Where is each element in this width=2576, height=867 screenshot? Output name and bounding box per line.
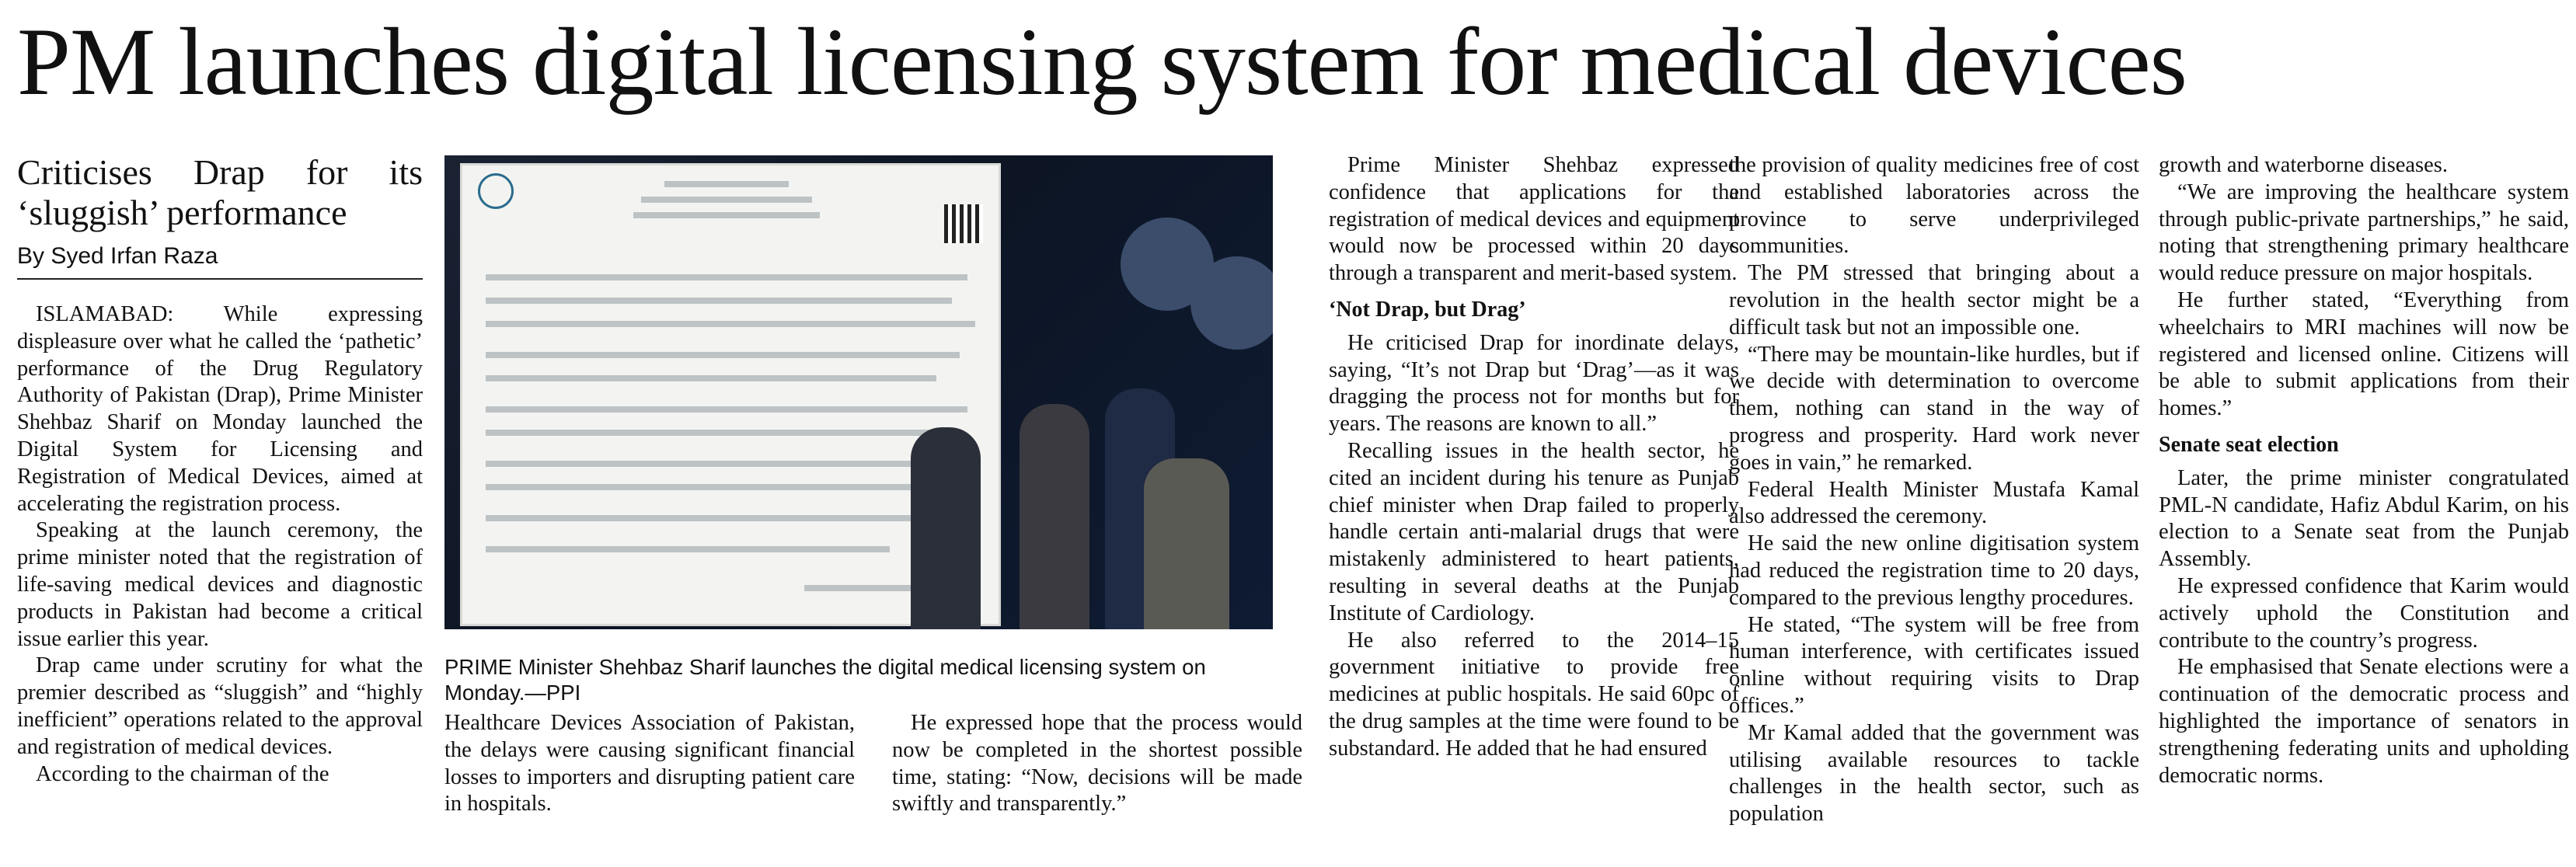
emblem-icon: [478, 173, 514, 209]
paragraph: Healthcare Devices Association of Pakistan, the delays were causing significant financial losses to importers and disrupting patient care in hospitals.: [444, 711, 855, 817]
paragraph: Recalling issues in the health sector, he cited an incident during his tenure as Punjab chief minister when Drap failed to properly handle certain anti-malarial drugs that were mistakenly administered to heart patients, resulting in several deaths at the Punjab Institute of Cardiology.: [1329, 438, 1739, 625]
column-2-right: [892, 710, 1302, 818]
column-4: [1729, 152, 2139, 828]
paragraph: He expressed hope that the process would now be completed in the shortest possible time, stating: “Now, decisions will be made swiftly and transparently.”: [892, 711, 1302, 817]
subheadline: Criticises Drap for its ‘sluggish’ performance: [17, 152, 423, 232]
person-figure: [1020, 404, 1089, 629]
qr-code-icon: [944, 204, 983, 243]
paragraph: Mr Kamal added that the government was utilising available resources to tackle challenges in the health sector, such as population: [1729, 720, 2139, 827]
person-figure: [911, 427, 981, 629]
paragraph: Drap came under scrutiny for what the premier described as “sluggish” and “highly inefficient” operations related to the approval and registration of medical devices.: [17, 653, 423, 759]
section-heading: ‘Not Drap, but Drag’: [1329, 297, 1526, 322]
column-2-left: [444, 710, 855, 818]
column-3: [1329, 152, 1739, 763]
column-5: [2159, 152, 2569, 789]
section-heading: Senate seat election: [2159, 432, 2339, 457]
paragraph: He said the new online digitisation system had reduced the registration time to 20 days, compared to the previous lengthy procedures.: [1729, 531, 2139, 610]
paragraph: Federal Health Minister Mustafa Kamal also addressed the ceremony.: [1729, 477, 2139, 529]
paragraph: Speaking at the launch ceremony, the prime minister noted that the registration of life-saving medical devices and diagnostic products in Pakistan had become a critical issue earlier this year.: [17, 518, 423, 651]
paragraph: He stated, “The system will be free from human interference, with certificates issued online without requiring visits to Drap offices.”: [1729, 612, 2139, 718]
paragraph: growth and waterborne diseases.: [2159, 153, 2448, 177]
paragraph: He further stated, “Everything from wheelchairs to MRI machines will now be registered and licensed online. Citizens will be able to submit applications from their homes.”: [2159, 287, 2569, 421]
paragraph: He emphasised that Senate elections were a continuation of the democratic process and highlighted the importance of senators in strengthening federating units and upholding democratic norms.: [2159, 655, 2569, 788]
news-photo: [444, 155, 1273, 629]
headline: PM launches digital licensing system for medical devices: [17, 9, 2187, 115]
paragraph: According to the chairman of the: [36, 761, 329, 786]
portrait-panel: [1190, 256, 1273, 350]
column-1: [17, 152, 423, 788]
paragraph: ISLAMABAD: While expressing displeasure over what he called the ‘pathetic’ performance of the Drug Regulatory Authority of Pakistan (Drap), Prime Minister Shehbaz Sharif on Monday launched the Digital System for Licensing and Registration of Medical Devices, aimed at accelerating the registration process.: [17, 302, 423, 516]
byline: By Syed Irfan Raza: [17, 242, 423, 280]
paragraph: the provision of quality medicines free of cost and established laboratories across the province to serve underprivileged communities.: [1729, 153, 2139, 259]
paragraph: He expressed confidence that Karim would actively uphold the Constitution and contribute to the country’s progress.: [2159, 573, 2569, 653]
paragraph: The PM stressed that bringing about a revolution in the health sector might be a difficult task but not an impossible one.: [1729, 261, 2139, 339]
photo-caption: PRIME Minister Shehbaz Sharif launches the digital medical licensing system on Monday.—PPI: [444, 655, 1206, 705]
paragraph: He also referred to the 2014–15 government initiative to provide free medicines at public hospitals. He said 60pc of the drug samples at the time were found to be substandard. He added that he had ensured: [1329, 628, 1739, 761]
paragraph: Prime Minister Shehbaz expressed confidence that applications for the registration of medical devices and equipment would now be processed within 20 days through a transparent and merit-based system.: [1329, 153, 1739, 286]
paragraph: Later, the prime minister congratulated PML-N candidate, Hafiz Abdul Karim, on his election to a Senate seat from the Punjab Assembly.: [2159, 465, 2569, 572]
paragraph: “There may be mountain-like hurdles, but if we decide with determination to overcome them, nothing can stand in the way of progress and prosperity. Hard work never goes in vain,” he remarked.: [1729, 342, 2139, 475]
paragraph: He criticised Drap for inordinate delays, saying, “It’s not Drap but ‘Drag’—as it was dragging the process not for months but for years. The reasons are known to all.”: [1329, 330, 1739, 437]
paragraph: “We are improving the healthcare system through public-private partnerships,” he said, noting that strengthening primary healthcare would reduce pressure on major hospitals.: [2159, 179, 2569, 286]
person-figure: [1144, 458, 1229, 629]
